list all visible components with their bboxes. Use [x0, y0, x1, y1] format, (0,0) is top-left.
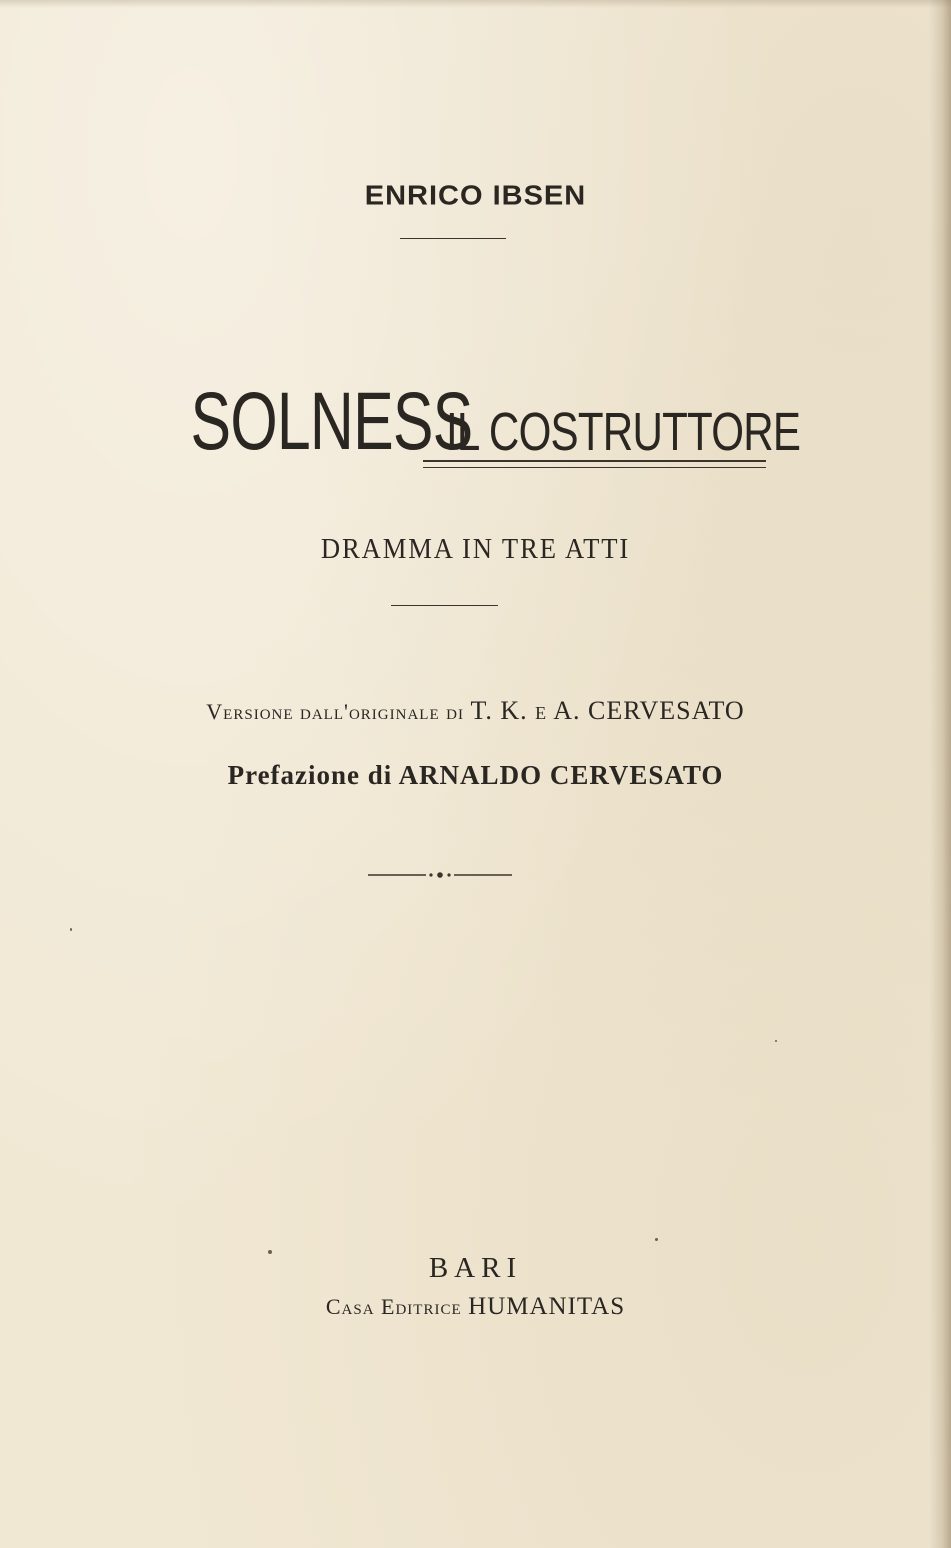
publisher — [0, 1293, 951, 1321]
book-title — [0, 374, 951, 469]
title-main: SOLNESS — [190, 374, 473, 467]
ornament-divider — [368, 868, 512, 882]
paper-edge-top — [0, 0, 951, 8]
translation-prefix: Versione dall'originale di — [206, 699, 464, 724]
title-sub: IL COSTRUTTORE — [446, 402, 801, 462]
paper-speck — [655, 1238, 658, 1241]
title-double-rule-top — [423, 460, 766, 462]
preface-credit — [0, 760, 951, 791]
subtitle: DRAMMA IN TRE ATTI — [320, 534, 631, 565]
translator-names: T. K. e A. CERVESATO — [470, 696, 745, 725]
title-double-rule-bottom — [423, 467, 766, 468]
translation-credit — [0, 696, 951, 726]
publisher-prefix: Casa Editrice — [325, 1294, 462, 1319]
preface-prefix: Prefazione di — [227, 760, 393, 790]
paper-speck — [268, 1250, 272, 1254]
publisher-name: HUMANITAS — [468, 1293, 626, 1320]
preface-author: ARNALDO CERVESATO — [398, 760, 724, 790]
paper-speck — [70, 928, 72, 931]
divider-subtitle — [391, 605, 498, 606]
publication-city: BARI — [428, 1252, 523, 1284]
author-name: ENRICO IBSEN — [364, 180, 587, 212]
divider-author — [400, 238, 506, 239]
paper-speck — [775, 1040, 777, 1042]
